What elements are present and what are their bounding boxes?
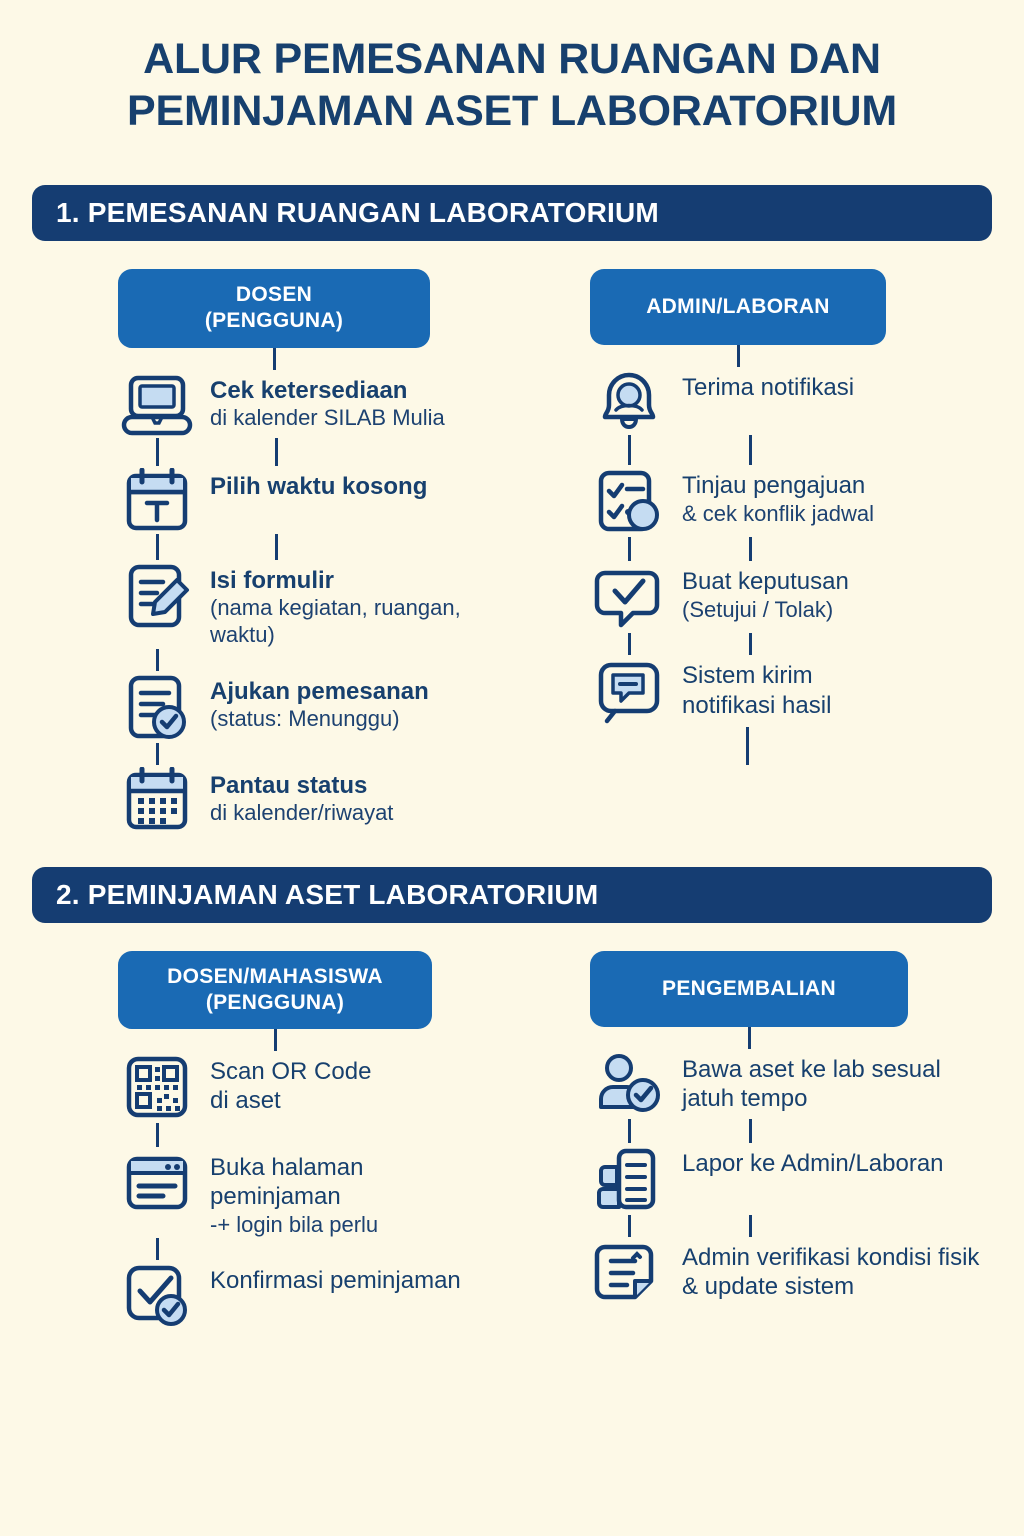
step-pengembalian-1-text [668, 1049, 988, 1114]
rail-pengembalian-1 [628, 1119, 631, 1143]
step-pengguna-3 [118, 1260, 512, 1330]
person-report-icon [590, 1143, 668, 1215]
step-admin-3-sub: (Setujui / Tolak) [682, 596, 834, 622]
role-pill-admin[interactable] [590, 269, 886, 345]
step-pengguna-3-text [196, 1260, 461, 1295]
step-dosen-1-main: Cek ketersediaan [210, 376, 408, 404]
column-admin [512, 269, 1024, 836]
rail-pengguna-1 [156, 1123, 159, 1147]
check-confirm-icon [118, 1260, 196, 1330]
step-pengembalian-2-text [668, 1143, 944, 1178]
step-dosen-2-main: Pilih waktu kosong [210, 472, 428, 500]
connector-pill-admin [737, 345, 740, 367]
step-admin-1-main: Terima notifikasi [682, 374, 855, 402]
mid-rail-admin-2 [749, 537, 752, 561]
step-dosen-1 [118, 370, 512, 438]
step-admin-4-sub: notifikasi hasil [682, 691, 832, 719]
column-dosen-mahasiswa [0, 951, 512, 1331]
step-dosen-4-sub: (status: Menunggu) [210, 705, 400, 731]
mid-rail-dosen-2 [275, 534, 278, 560]
step-admin-2 [590, 465, 1024, 537]
step-dosen-3-sub: (nama kegiatan, ruangan, waktu) [210, 594, 461, 647]
rail-dosen-3 [156, 649, 159, 671]
rail-dosen-2 [156, 534, 159, 560]
speech-check-icon [590, 561, 668, 633]
connector-pill-dosen-mahasiswa [274, 1029, 277, 1051]
step-dosen-5-main: Pantau status [210, 771, 368, 799]
section-header-1-label: 1. PEMESANAN RUANGAN LABORATORIUM [56, 197, 659, 229]
step-dosen-5-text [196, 765, 393, 827]
step-pengguna-2-text [196, 1147, 496, 1238]
page-title-line1: ALUR PEMESANAN RUANGAN DAN [143, 35, 881, 83]
role-pill-dosen[interactable] [118, 269, 430, 348]
step-admin-1-text [668, 367, 854, 402]
chat-bubble-icon [590, 655, 668, 727]
document-edit-icon [590, 1237, 668, 1307]
role-pill-dosen-sub: (PENGGUNA) [204, 309, 344, 333]
section-1-columns [0, 269, 1024, 836]
rail-admin-3 [628, 633, 631, 655]
step-pengguna-2 [118, 1147, 512, 1238]
step-pengguna-3-main: Konfirmasi peminjaman [210, 1267, 461, 1295]
step-admin-1 [590, 367, 1024, 435]
page-title [0, 0, 1024, 137]
step-admin-3 [590, 561, 1024, 633]
step-pengguna-1 [118, 1051, 512, 1123]
step-admin-4-main: Sistem kirim [682, 662, 813, 690]
document-check-icon [118, 671, 196, 743]
step-dosen-2-text [196, 466, 427, 501]
mid-rail-dosen-1 [275, 438, 278, 466]
step-pengembalian-3-text [668, 1237, 998, 1302]
rail-admin-1 [628, 435, 631, 465]
page-title-line2: PEMINJAMAN ASET LABORATORIUM [127, 86, 897, 135]
section-header-2-label: 2. PEMINJAMAN ASET LABORATORIUM [56, 878, 599, 910]
mid-rail-pengembalian-1 [749, 1119, 752, 1143]
step-dosen-4-main: Ajukan pemesanan [210, 677, 429, 705]
calendar-t-icon [118, 466, 196, 534]
rail-pengguna-2 [156, 1238, 159, 1260]
steps-dosen [118, 370, 512, 837]
checklist-icon [590, 465, 668, 537]
step-pengembalian-3 [590, 1237, 1024, 1307]
role-pill-dosen-mahasiswa-sub: (PENGGUNA) [205, 990, 345, 1014]
step-admin-4 [590, 655, 1024, 727]
step-pengembalian-1-main: Bawa aset ke lab sesual jatuh tempo [682, 1055, 941, 1113]
step-pengembalian-2-main: Lapor ke Admin/Laboran [682, 1149, 944, 1177]
section-header-1 [32, 185, 992, 241]
step-pengembalian-3-main: Admin verifikasi kondisi fisik & update sistem [682, 1243, 980, 1301]
role-pill-dosen-mahasiswa-label: DOSEN/MAHASISWA [167, 964, 383, 988]
connector-pill-pengembalian [748, 1027, 751, 1049]
step-pengguna-2-sub: -+ login bila perlu [210, 1211, 379, 1237]
section-header-2 [32, 867, 992, 923]
step-dosen-5 [118, 765, 512, 837]
rail-pengembalian-2 [628, 1215, 631, 1237]
step-admin-2-text [668, 465, 874, 527]
step-dosen-5-sub: di kalender/riwayat [210, 799, 394, 825]
role-pill-dosen-label: DOSEN [235, 283, 313, 307]
step-admin-2-sub: & cek konflik jadwal [682, 500, 874, 526]
step-admin-3-main: Buat keputusan [682, 568, 849, 596]
step-admin-4-text [668, 655, 831, 720]
step-pengguna-1-sub: di aset [210, 1087, 281, 1115]
calendar-grid-icon [118, 765, 196, 837]
section-2-columns [0, 951, 1024, 1331]
column-dosen [0, 269, 512, 836]
step-dosen-3-text [196, 560, 482, 649]
mid-rail-admin-1 [749, 435, 752, 465]
bell-icon [590, 367, 668, 435]
rail-dosen-1 [156, 438, 159, 466]
rail-admin-2 [628, 537, 631, 561]
mid-rail-pengembalian-2 [749, 1215, 752, 1237]
role-pill-dosen-mahasiswa[interactable] [118, 951, 432, 1030]
browser-window-icon [118, 1147, 196, 1217]
connector-pill-dosen [273, 348, 276, 370]
step-dosen-4 [118, 671, 512, 743]
step-admin-2-main: Tinjau pengajuan [682, 472, 866, 500]
step-pengembalian-1 [590, 1049, 1024, 1119]
step-dosen-4-text [196, 671, 429, 733]
column-pengembalian [512, 951, 1024, 1331]
step-pengguna-1-main: Scan OR Code [210, 1058, 372, 1086]
mid-rail-admin-3 [749, 633, 752, 655]
qr-code-icon [118, 1051, 196, 1123]
step-pengguna-2-main: Buka halaman peminjaman [210, 1154, 364, 1211]
step-dosen-1-text [196, 370, 445, 432]
person-check-icon [590, 1049, 668, 1119]
step-admin-3-text [668, 561, 849, 623]
mid-rail-admin-4 [746, 727, 749, 765]
role-pill-pengembalian[interactable] [590, 951, 908, 1027]
steps-pengembalian [590, 1049, 1024, 1307]
laptop-icon [118, 370, 196, 438]
step-dosen-3-main: Isi formulir [210, 566, 335, 594]
step-dosen-2 [118, 466, 512, 534]
role-pill-admin-label: ADMIN/LABORAN [646, 295, 830, 319]
step-dosen-1-sub: di kalender SILAB Mulia [210, 404, 445, 430]
steps-dosen-mahasiswa [118, 1051, 512, 1330]
step-pengembalian-2 [590, 1143, 1024, 1215]
role-pill-pengembalian-label: PENGEMBALIAN [662, 976, 836, 1000]
step-pengguna-1-text [196, 1051, 371, 1116]
rail-dosen-4 [156, 743, 159, 765]
step-dosen-3 [118, 560, 512, 649]
steps-admin [590, 367, 1024, 765]
form-pencil-icon [118, 560, 196, 632]
